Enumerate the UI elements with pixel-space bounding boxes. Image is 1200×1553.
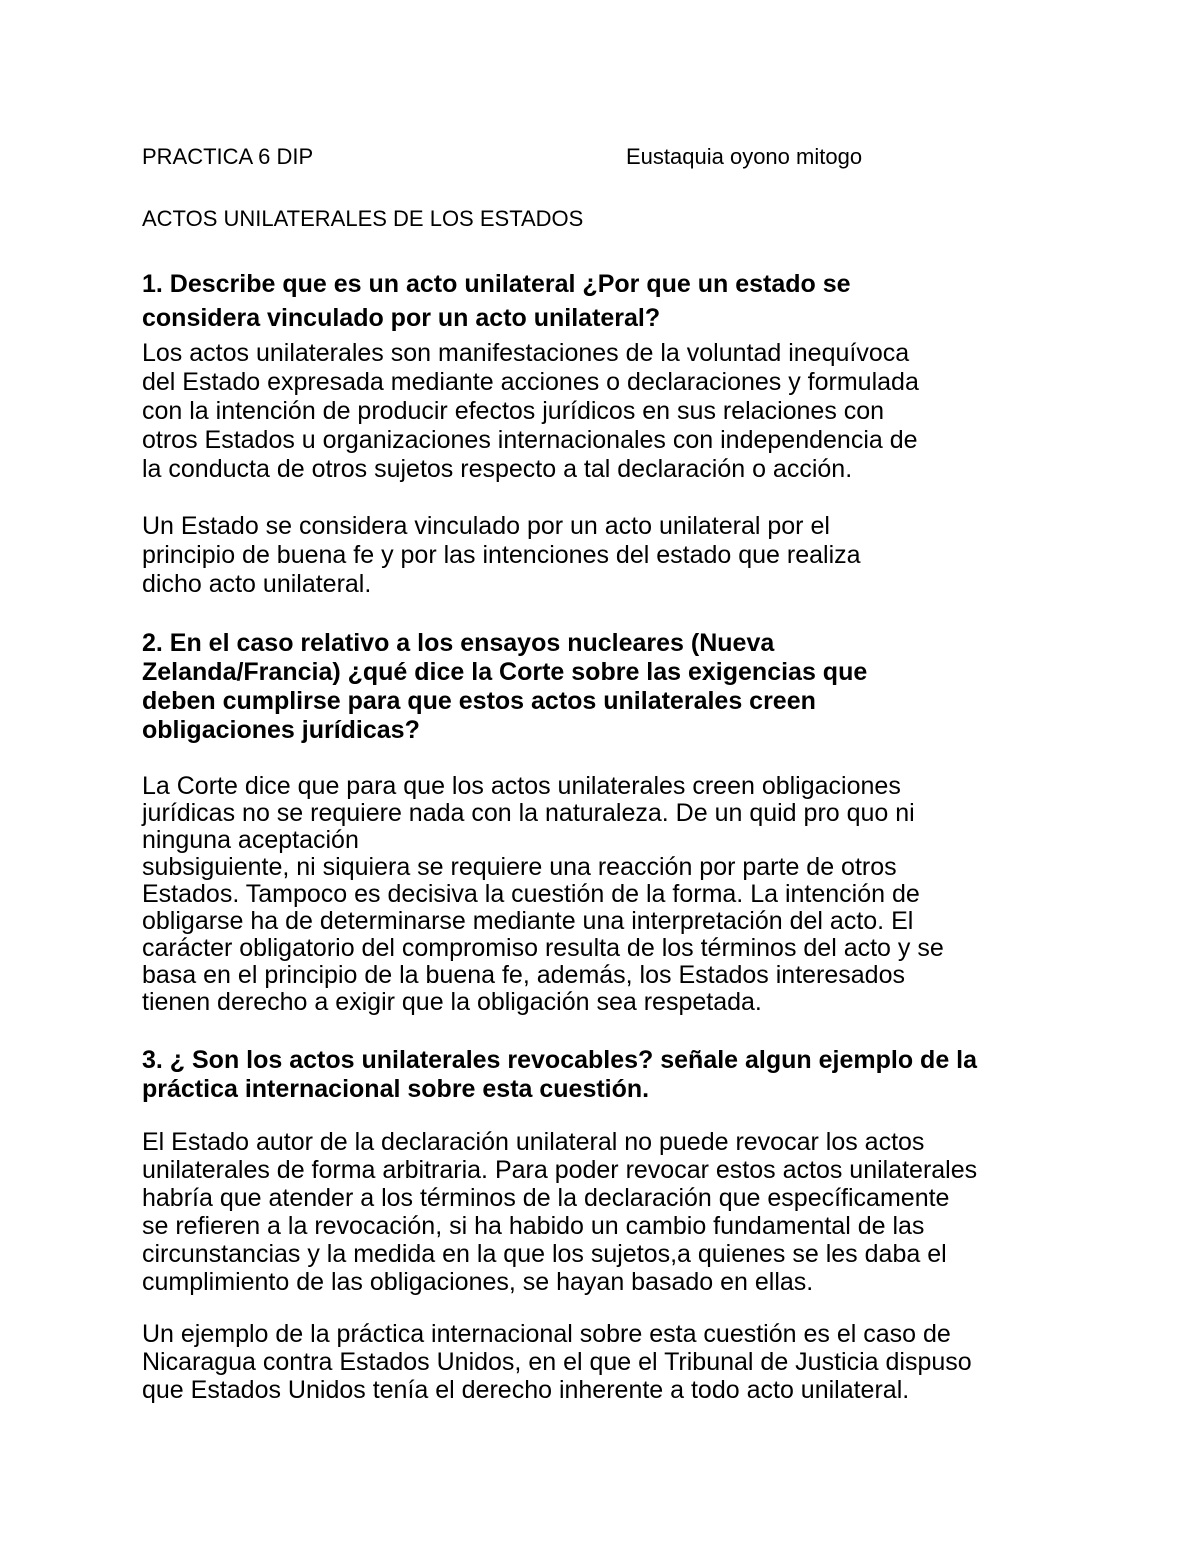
question-3 — [142, 1046, 1082, 1104]
answer-line: basa en el principio de la buena fe, además, los Estados interesados — [142, 961, 905, 989]
answer-line: dicho acto unilateral. — [142, 570, 372, 598]
question-2-line: deben cumplirse para que estos actos unilaterales creen — [142, 687, 816, 715]
answer-line: Nicaragua contra Estados Unidos, en el que el Tribunal de Justicia dispuso — [142, 1348, 972, 1376]
question-2-line: 2. En el caso relativo a los ensayos nucleares (Nueva — [142, 629, 775, 657]
question-3-line: práctica internacional sobre esta cuestión. — [142, 1075, 650, 1103]
answer-1-paragraph-1 — [142, 339, 1082, 484]
question-1 — [142, 267, 1082, 335]
answer-line: se refieren a la revocación, si ha habido un cambio fundamental de las — [142, 1212, 925, 1240]
answer-line: circunstancias y la medida en la que los sujetos,a quienes se les daba el — [142, 1240, 947, 1268]
answer-line: con la intención de producir efectos jurídicos en sus relaciones con — [142, 397, 885, 425]
answer-line: obligarse ha de determinarse mediante una interpretación del acto. El — [142, 907, 914, 935]
answer-line: Un ejemplo de la práctica internacional sobre esta cuestión es el caso de — [142, 1320, 951, 1348]
answer-line: La Corte dice que para que los actos unilaterales creen obligaciones — [142, 772, 901, 800]
answer-line: tienen derecho a exigir que la obligación sea respetada. — [142, 988, 762, 1016]
question-2 — [142, 629, 1082, 745]
answer-line: Los actos unilaterales son manifestaciones de la voluntad inequívoca — [142, 339, 910, 367]
answer-line: ninguna aceptación — [142, 826, 359, 854]
answer-line: subsiguiente, ni siquiera se requiere una reacción por parte de otros — [142, 853, 897, 881]
answer-2 — [142, 773, 1082, 1016]
document-title: ACTOS UNILATERALES DE LOS ESTADOS — [142, 206, 584, 231]
answer-1-paragraph-2 — [142, 512, 1082, 599]
answer-line: Estados. Tampoco es decisiva la cuestión de la forma. La intención de — [142, 880, 920, 908]
question-2-line: obligaciones jurídicas? — [142, 716, 420, 744]
answer-3-paragraph-2 — [142, 1320, 1082, 1404]
author-name: Eustaquia oyono mitogo — [626, 144, 863, 169]
answer-line: la conducta de otros sujetos respecto a tal declaración o acción. — [142, 455, 853, 483]
answer-line: cumplimiento de las obligaciones, se hayan basado en ellas. — [142, 1268, 814, 1296]
answer-line: otros Estados u organizaciones internacionales con independencia de — [142, 426, 918, 454]
answer-3-paragraph-1 — [142, 1128, 1082, 1296]
answer-line: carácter obligatorio del compromiso resulta de los términos del acto y se — [142, 934, 944, 962]
question-1-line: 1. Describe que es un acto unilateral ¿Por que un estado se — [142, 270, 851, 298]
course-label: PRACTICA 6 DIP — [142, 144, 314, 169]
answer-line: habría que atender a los términos de la declaración que específicamente — [142, 1184, 950, 1212]
question-2-line: Zelanda/Francia) ¿qué dice la Corte sobre las exigencias que — [142, 658, 868, 686]
answer-line: jurídicas no se requiere nada con la naturaleza. De un quid pro quo ni — [142, 799, 915, 827]
question-1-line: considera vinculado por un acto unilateral? — [142, 304, 661, 332]
answer-line: unilaterales de forma arbitraria. Para poder revocar estos actos unilaterales — [142, 1156, 978, 1184]
answer-line: del Estado expresada mediante acciones o declaraciones y formulada — [142, 368, 919, 396]
question-3-line: 3. ¿ Son los actos unilaterales revocables? señale algun ejemplo de la — [142, 1046, 978, 1074]
answer-line: principio de buena fe y por las intenciones del estado que realiza — [142, 541, 861, 569]
answer-line: El Estado autor de la declaración unilateral no puede revocar los actos — [142, 1128, 925, 1156]
answer-line: Un Estado se considera vinculado por un acto unilateral por el — [142, 512, 830, 540]
answer-line: que Estados Unidos tenía el derecho inherente a todo acto unilateral. — [142, 1376, 910, 1404]
